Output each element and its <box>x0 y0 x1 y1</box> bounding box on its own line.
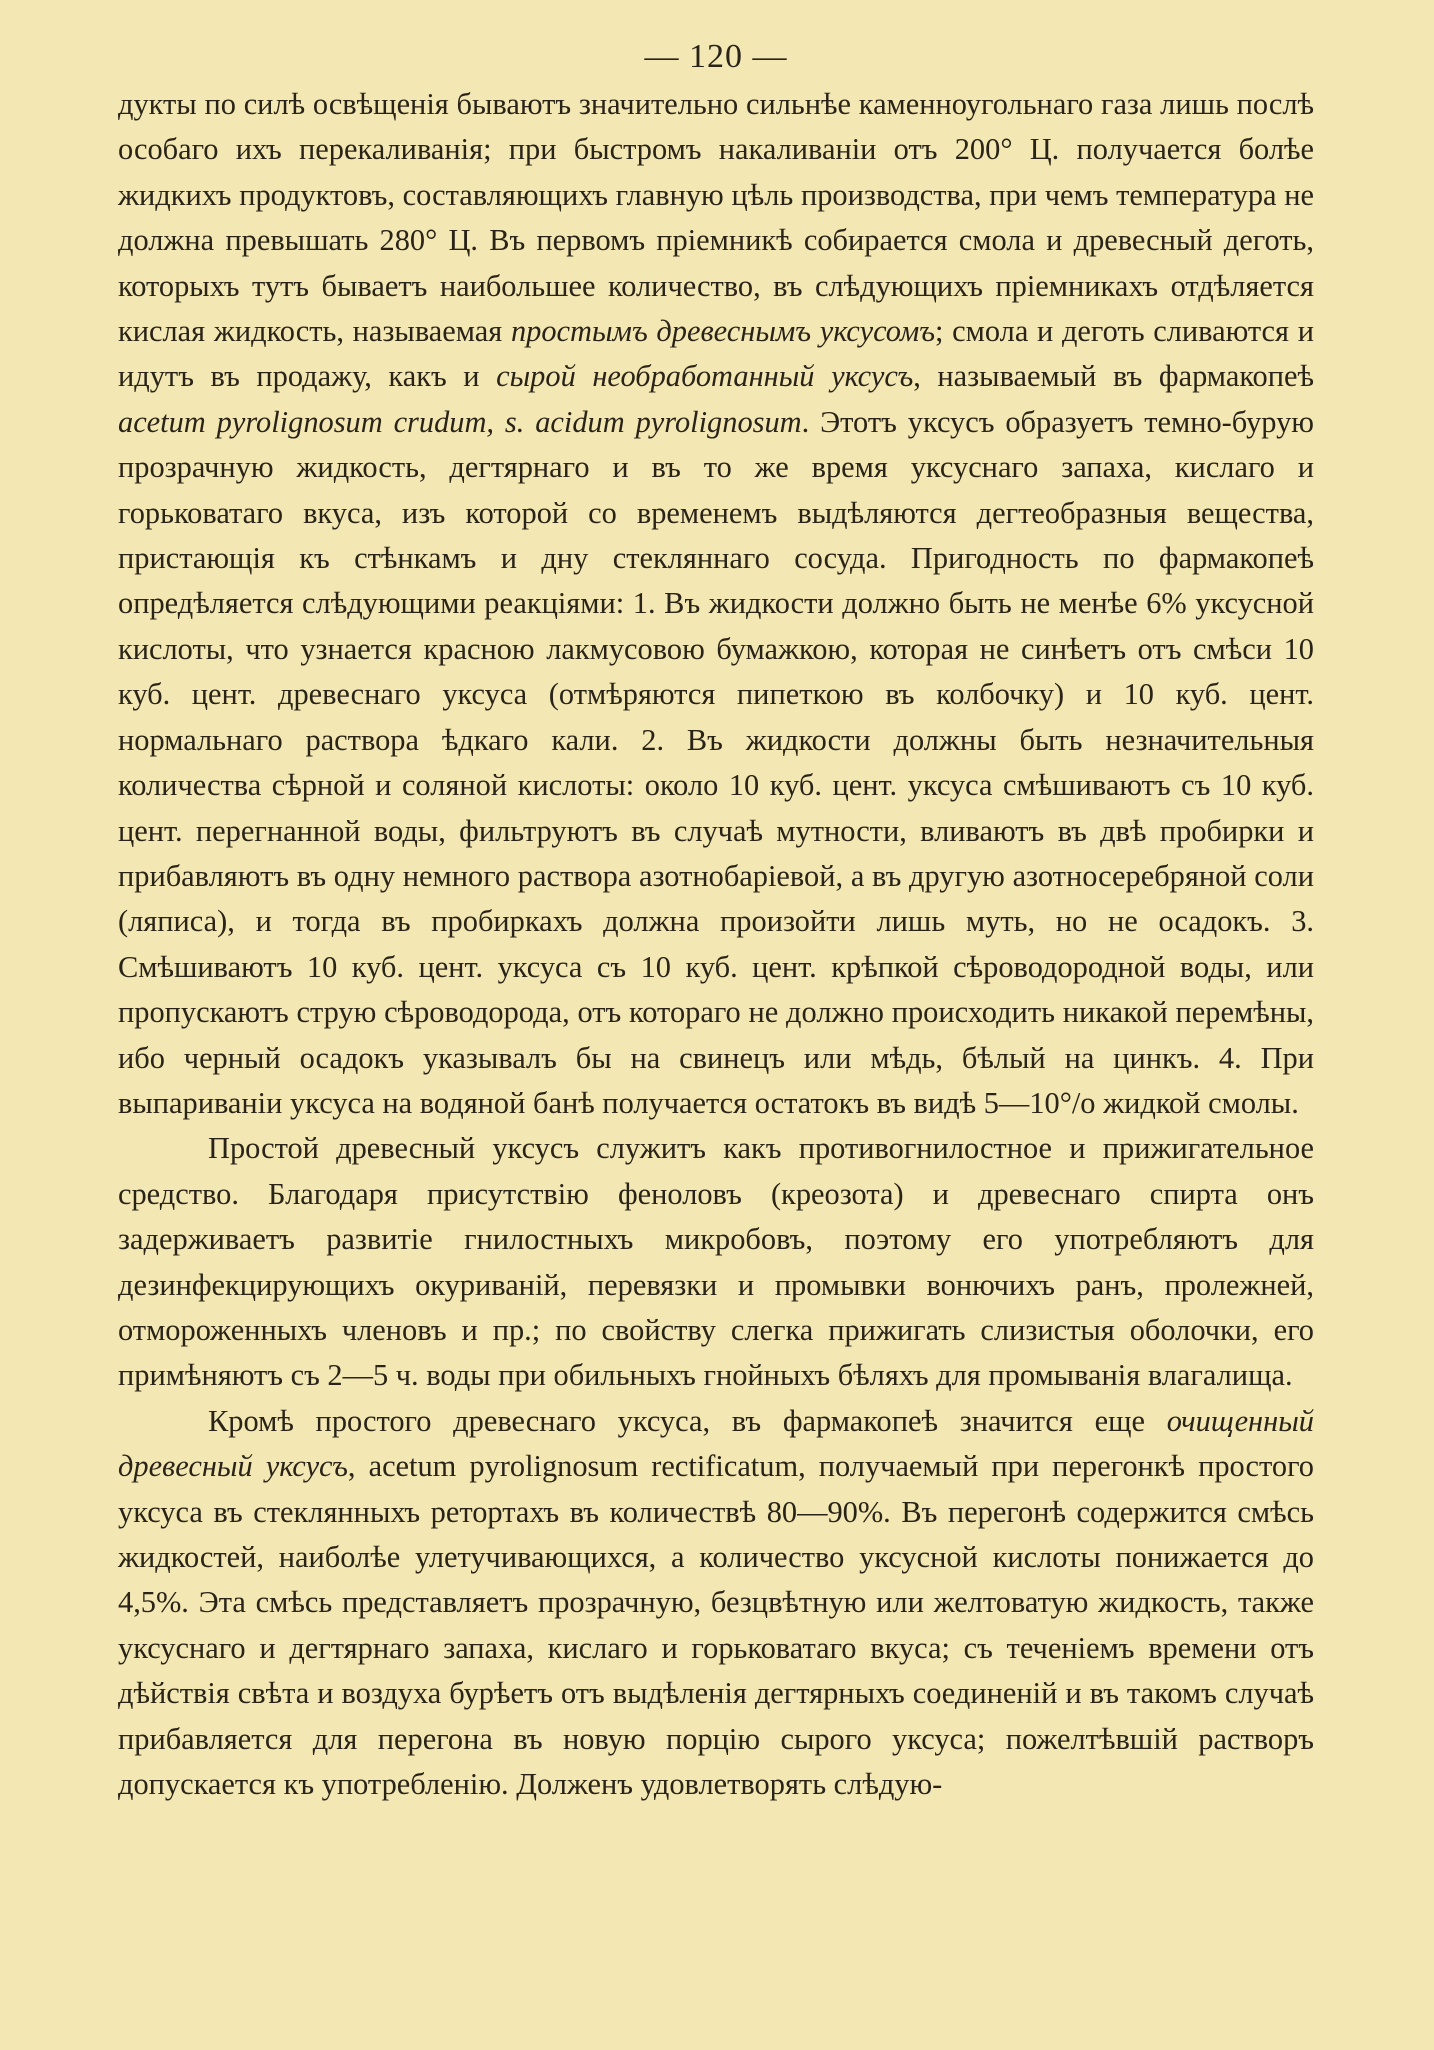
text-segment: , acetum pyrolignosum rectificatum, получаемый при перегонкѣ простого уксуса въ стеклянныхъ ретортахъ въ количествѣ 80—90%. Въ перегонѣ содержится смѣсь жидкостей, наиболѣе улетучивающихся, а количество уксусной кислоты понижается до 4,5%. Эта смѣсь представляетъ прозрачную, безцвѣтную или желтоватую жидкость, также уксуснаго и дегтярнаго запаха, кислаго и горьковатаго вкуса; съ теченіемъ времени отъ дѣйствія свѣта и воздуха бурѣетъ отъ выдѣленія дегтярныхъ соединеній и въ такомъ случаѣ прибавляется для перегона въ новую порцію сырого уксуса; пожелтѣвшій растворъ допускается къ употребленію. Долженъ удовлетворять слѣдую- <box>118 1449 1314 1802</box>
text-segment: Простой древесный уксусъ служитъ какъ противогнилостное и прижигательное средство. Благодаря присутствію феноловъ (креозота) и древеснаго спирта онъ задерживаетъ развитіе гнилостныхъ микробовъ, поэтому его употребляютъ для дезинфекцирующихъ окуриваній, перевязки и промывки вонючихъ ранъ, пролежней, отмороженныхъ членовъ и пр.; по свойству слегка прижигать слизистыя оболочки, его примѣняютъ съ 2—5 ч. воды при обильныхъ гнойныхъ бѣляхъ для промыванія влагалища. <box>118 1131 1314 1393</box>
text-segment: дукты по силѣ освѣщенія бываютъ значительно сильнѣе каменноугольнаго газа лишь послѣ особаго ихъ перекаливанія; при быстромъ накаливаніи отъ 200° Ц. получается болѣе жидкихъ продуктовъ, составляющихъ главную цѣль производства, при чемъ температура не должна превышать 280° Ц. Въ первомъ пріемникѣ собирается смола и древесный деготь, которыхъ тутъ бываетъ наибольшее количество, въ слѣдующихъ пріемникахъ отдѣляется кислая жидкость, называемая <box>118 87 1314 349</box>
italic-term: acetum pyrolignosum crudum, s. acidum pyrolignosum <box>118 404 802 439</box>
italic-term: сырой необработанный уксусъ <box>496 359 914 394</box>
text-segment: Кромѣ простого древеснаго уксуса, въ фармакопеѣ значится еще <box>208 1403 1167 1438</box>
italic-term: простымъ древеснымъ уксусомъ <box>510 314 936 349</box>
page-number: — 120 — <box>644 38 788 75</box>
text-segment: , называемый въ фармакопеѣ <box>913 359 1314 394</box>
text-segment: . Этотъ уксусъ образуетъ темно-бурую прозрачную жидкость, дегтярнаго и въ то же время уксуснаго запаха, кислаго и горьковатаго вкуса, изъ которой со временемъ выдѣляются дегтеобразныя вещества, пристающія къ стѣнкамъ и дну стекляннаго сосуда. Пригодность по фармакопеѣ опредѣляется слѣдующими реакціями: 1. Въ жидкости должно быть не менѣе 6% уксусной кислоты, что узнается красною лакмусовою бумажкою, которая не синѣетъ отъ смѣси 10 куб. цент. древеснаго уксуса (отмѣряются пипеткою въ колбочку) и 10 куб. цент. нормальнаго раствора ѣдкаго кали. 2. Въ жидкости должны быть незначительныя количества сѣрной и соляной кислоты: около 10 куб. цент. уксуса смѣшиваютъ съ 10 куб. цент. перегнанной воды, фильтруютъ въ случаѣ мутности, вливаютъ въ двѣ пробирки и прибавляютъ въ одну немного раствора азотнобаріевой, а въ другую азотносеребряной соли (ляписа), и тогда въ пробиркахъ должна произойти лишь муть, но не осадокъ. 3. Смѣшиваютъ 10 куб. цент. уксуса съ 10 куб. цент. крѣпкой сѣроводородной воды, или пропускаютъ струю сѣроводорода, отъ котораго не должно происходить никакой перемѣны, ибо черный осадокъ указывалъ бы на свинецъ или мѣдь, бѣлый на цинкъ. 4. При выпариваніи уксуса на водяной банѣ получается остатокъ въ видѣ 5—10°/о жидкой смолы. <box>118 404 1314 1120</box>
paragraph <box>118 82 1314 1126</box>
body-text <box>118 82 1314 1807</box>
italic-term: очищенный древесный уксусъ <box>118 1403 1314 1484</box>
paragraph <box>118 1126 1314 1398</box>
paragraph <box>118 1399 1314 1808</box>
text-segment: ; смола и деготь сливаются и идутъ въ продажу, какъ и <box>118 314 1314 394</box>
